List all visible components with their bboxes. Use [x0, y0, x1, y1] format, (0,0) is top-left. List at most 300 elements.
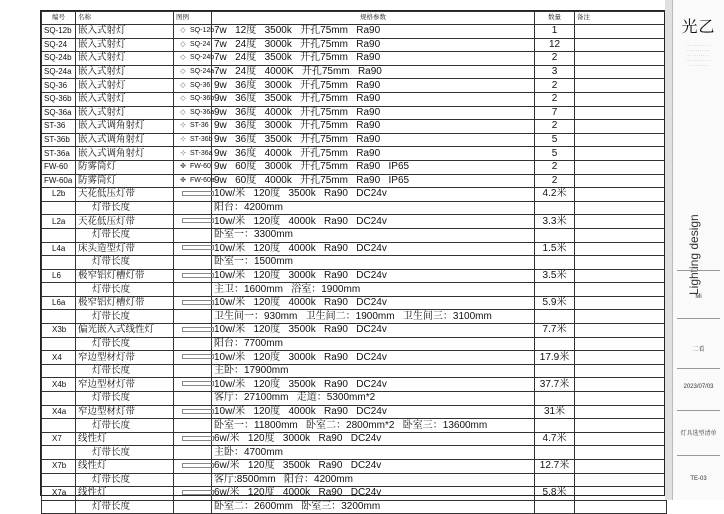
cell-name: 嵌入式射灯	[76, 92, 174, 106]
table-row	[42, 120, 667, 134]
cell-spec: 阳台：4200mm	[212, 201, 535, 215]
cell-qty: 4.7米	[535, 432, 575, 446]
divider	[677, 410, 720, 411]
cell-qty: 1	[535, 25, 575, 39]
cell-spec: 7w 24度 4000K 开孔75mm Ra90	[212, 65, 535, 79]
cell-note	[575, 106, 667, 120]
cell-qty: 37.7米	[535, 378, 575, 392]
cell-code: X4b	[42, 378, 76, 392]
cell-spec: 10w/米 120度 3000k Ra90 DC24v	[212, 269, 535, 283]
header-name: 名称	[76, 12, 174, 25]
led-strip-icon	[182, 436, 214, 441]
cell-name: 灯带长度	[76, 201, 174, 215]
cell-name: 灯带长度	[76, 337, 174, 351]
cell-qty	[535, 228, 575, 242]
cell-note	[575, 337, 667, 351]
cell-name: 灯带长度	[76, 283, 174, 297]
cell-legend	[174, 106, 215, 120]
cell-note	[575, 133, 667, 147]
cell-name: 线性灯	[76, 487, 174, 501]
cell-qty: 2	[535, 174, 575, 188]
cell-note	[575, 269, 667, 283]
cell-qty: 3.5米	[535, 269, 575, 283]
cell-spec: 卧室一：3300mm	[212, 228, 535, 242]
cell-qty	[535, 419, 575, 433]
cell-code: L4a	[42, 242, 76, 256]
cell-legend	[174, 296, 212, 310]
cell-note	[575, 160, 667, 174]
cell-spec: 9w 36度 3500k 开孔75mm Ra90	[212, 92, 535, 106]
cell-code: X4	[42, 351, 76, 365]
version-value: 二看	[692, 347, 705, 353]
cell-code: L6a	[42, 296, 76, 310]
cell-code: X4a	[42, 405, 76, 419]
cell-code	[42, 446, 76, 460]
cell-legend	[174, 500, 212, 514]
cell-name: 灯带长度	[76, 364, 174, 378]
downlight-icon: ◇	[180, 54, 186, 62]
cell-spec: 卧室一：1500mm	[212, 256, 535, 270]
cell-legend	[174, 25, 215, 39]
legend-label: SQ-24b	[190, 54, 215, 62]
table-row-length	[42, 500, 667, 514]
cell-legend	[174, 283, 212, 297]
cell-qty	[535, 310, 575, 324]
header-note: 备注	[575, 12, 667, 25]
cell-spec: 7w 12度 3500k 开孔75mm Ra90	[212, 25, 535, 39]
cell-legend	[174, 188, 212, 202]
cell-code	[42, 228, 76, 242]
downlight-icon: ✤	[180, 176, 186, 184]
cell-code: SQ-24	[42, 38, 76, 52]
cell-qty	[535, 256, 575, 270]
divider	[677, 455, 720, 456]
table-row	[42, 242, 667, 256]
cell-spec: 6w/米 120度 4000k Ra90 DC24v	[212, 487, 535, 501]
legend-label: ST-36a	[190, 149, 213, 157]
cell-qty: 3	[535, 65, 575, 79]
cell-qty: 1.5米	[535, 242, 575, 256]
cell-spec: 10w/米 120度 4000k Ra90 DC24v	[212, 405, 535, 419]
cell-spec: 10w/米 120度 4000k Ra90 DC24v	[212, 215, 535, 229]
cell-qty	[535, 446, 575, 460]
led-strip-icon	[182, 245, 214, 250]
cell-note	[575, 473, 667, 487]
cell-name: 极窄铝灯槽灯带	[76, 296, 174, 310]
cell-spec: 主卧：4700mm	[212, 446, 535, 460]
legend-label: FW-60	[190, 163, 211, 171]
cell-note	[575, 351, 667, 365]
divider	[677, 318, 720, 319]
cell-code: X7a	[42, 487, 76, 501]
cell-name: 灯带长度	[76, 446, 174, 460]
cell-name: 嵌入式射灯	[76, 65, 174, 79]
cell-note	[575, 79, 667, 93]
cell-spec: 卫生间一：930mm 卫生间二：1900mm 卫生间三：3100mm	[212, 310, 535, 324]
cell-spec: 6w/米 120度 3000k Ra90 DC24v	[212, 432, 535, 446]
cell-code	[42, 500, 76, 514]
led-strip-icon	[182, 327, 214, 332]
cell-legend	[174, 324, 212, 338]
cell-spec: 9w 36度 3500k 开孔75mm Ra90	[212, 133, 535, 147]
cell-spec: 客厅：27100mm 走道：5300mm*2	[212, 392, 535, 406]
table-row-length	[42, 310, 667, 324]
cell-name: 灯带长度	[76, 392, 174, 406]
table-row-length	[42, 337, 667, 351]
cell-legend	[174, 215, 212, 229]
cell-spec: 9w 36度 4000k 开孔75mm Ra90	[212, 147, 535, 161]
cell-qty: 17.9米	[535, 351, 575, 365]
cell-legend	[174, 405, 212, 419]
cell-code: ST-36b	[42, 133, 76, 147]
cell-note	[575, 364, 667, 378]
cell-code	[42, 310, 76, 324]
table-row-length	[42, 228, 667, 242]
cell-code	[42, 256, 76, 270]
divider	[677, 270, 720, 271]
cell-name: 天花低压灯带	[76, 188, 174, 202]
downlight-icon: ⊹	[180, 149, 186, 157]
cell-name: 防雾筒灯	[76, 160, 174, 174]
cell-spec: 9w 36度 4000k 开孔75mm Ra90	[212, 106, 535, 120]
cell-code: SQ-36	[42, 79, 76, 93]
cell-qty	[535, 364, 575, 378]
table-row	[42, 52, 667, 66]
cell-qty: 3.3米	[535, 215, 575, 229]
cell-spec: 10w/米 120度 3500k Ra90 DC24v	[212, 324, 535, 338]
legend-label: FW-60a	[190, 176, 215, 184]
designer-value: Mi	[695, 294, 702, 300]
cell-name: 线性灯	[76, 432, 174, 446]
cell-qty	[535, 392, 575, 406]
sheet-number-value: TE-03	[690, 476, 707, 482]
cell-note	[575, 228, 667, 242]
table-row	[42, 188, 667, 202]
downlight-icon: ⊹	[180, 122, 186, 130]
cell-name: 极窄铝灯槽灯带	[76, 269, 174, 283]
cell-legend	[174, 432, 212, 446]
cell-note	[575, 242, 667, 256]
cell-legend	[174, 337, 212, 351]
cell-qty: 7	[535, 106, 575, 120]
legend-label: SQ-24	[190, 40, 211, 48]
table-row	[42, 106, 667, 120]
cell-name: 天花低压灯带	[76, 215, 174, 229]
legend-label: SQ-36	[190, 81, 211, 89]
cell-spec: 主卫：1600mm 浴室：1900mm	[212, 283, 535, 297]
header-icon: 图例	[174, 12, 212, 25]
led-strip-icon	[182, 191, 214, 196]
brand-logo: 光乙	[681, 19, 716, 36]
cell-legend	[174, 79, 212, 93]
table-row	[42, 215, 667, 229]
table-row-length	[42, 256, 667, 270]
header-qty: 数量	[535, 12, 575, 25]
legend-label: SQ-36a	[190, 108, 215, 116]
table-header-row	[42, 12, 667, 25]
cell-legend	[174, 460, 212, 474]
cell-qty	[535, 473, 575, 487]
led-strip-icon	[182, 409, 214, 414]
table-row	[42, 133, 667, 147]
lighting-schedule-table	[41, 11, 667, 514]
cell-legend	[174, 174, 215, 188]
table-row-length	[42, 364, 667, 378]
table-row-length	[42, 283, 667, 297]
legend-label: ST-36b	[190, 136, 213, 144]
cell-code	[42, 392, 76, 406]
cell-name: 灯带长度	[76, 256, 174, 270]
header-spec: 规格参数	[212, 12, 535, 25]
cell-note	[575, 38, 667, 52]
table-row-length	[42, 446, 667, 460]
table-row	[42, 38, 667, 52]
cell-name: 窄边型材灯带	[76, 378, 174, 392]
cell-name: 灯带长度	[76, 310, 174, 324]
downlight-icon: ◇	[180, 27, 186, 35]
cell-legend	[174, 446, 212, 460]
cell-note	[575, 296, 667, 310]
cell-code	[42, 337, 76, 351]
cell-qty: 2	[535, 92, 575, 106]
table-row-length	[42, 201, 667, 215]
cell-code: FW-60	[42, 160, 76, 174]
cell-spec: 9w 36度 3000k 开孔75mm Ra90	[212, 79, 535, 93]
cell-qty	[535, 283, 575, 297]
cell-note	[575, 405, 667, 419]
cell-spec: 10w/米 120度 4000k Ra90 DC24v	[212, 296, 535, 310]
schedule-sheet	[40, 10, 665, 513]
cell-name: 嵌入式射灯	[76, 79, 174, 93]
cell-note	[575, 120, 667, 134]
cell-qty: 2	[535, 120, 575, 134]
cell-spec: 阳台：7700mm	[212, 337, 535, 351]
cell-qty	[535, 337, 575, 351]
cell-legend	[174, 160, 212, 174]
cell-code: FW-60a	[42, 174, 76, 188]
cell-note	[575, 487, 667, 501]
cell-name: 灯带长度	[76, 419, 174, 433]
cell-legend	[174, 419, 212, 433]
cell-note	[575, 147, 667, 161]
title-block	[672, 0, 724, 500]
brand-fine-print: · · · · · · · · · · · · · · · · · · · · · · · · · · · · · · · · · · · · · · · · · · · · · · · · · · · · · ·	[686, 44, 711, 68]
downlight-icon: ✤	[180, 163, 186, 171]
cell-legend	[174, 65, 215, 79]
led-strip-icon	[182, 354, 214, 359]
cell-name: 窄边型材灯带	[76, 351, 174, 365]
cell-qty: 5	[535, 133, 575, 147]
cell-code: SQ-12b	[42, 25, 76, 39]
table-row	[42, 174, 667, 188]
cell-code	[42, 473, 76, 487]
cell-qty: 2	[535, 52, 575, 66]
led-strip-icon	[182, 273, 214, 278]
cell-name: 窄边型材灯带	[76, 405, 174, 419]
led-strip-icon	[182, 218, 214, 223]
cell-spec: 10w/米 120度 3500k Ra90 DC24v	[212, 188, 535, 202]
cell-code: SQ-36b	[42, 92, 76, 106]
cell-note	[575, 65, 667, 79]
cell-legend	[174, 269, 212, 283]
sidebar-title: Lighting design	[687, 214, 701, 295]
cell-name: 线性灯	[76, 460, 174, 474]
cell-note	[575, 432, 667, 446]
cell-qty: 2	[535, 79, 575, 93]
table-row-length	[42, 419, 667, 433]
cell-note	[575, 283, 667, 297]
cell-spec: 客厅:8500mm 阳台：4200mm	[212, 473, 535, 487]
cell-qty: 2	[535, 160, 575, 174]
table-row	[42, 25, 667, 39]
led-strip-icon	[182, 300, 214, 305]
downlight-icon: ◇	[180, 81, 186, 89]
led-strip-icon	[182, 381, 214, 386]
cell-note	[575, 324, 667, 338]
downlight-icon: ◇	[180, 95, 186, 103]
cell-qty: 4.2米	[535, 188, 575, 202]
cell-legend	[174, 242, 212, 256]
table-row	[42, 432, 667, 446]
cell-qty: 12.7米	[535, 460, 575, 474]
cell-note	[575, 446, 667, 460]
cell-legend	[174, 133, 212, 147]
cell-code: L2a	[42, 215, 76, 229]
header-code: 编号	[42, 12, 76, 25]
cell-spec: 10w/米 120度 3000k Ra90 DC24v	[212, 351, 535, 365]
table-row	[42, 405, 667, 419]
divider	[677, 368, 720, 369]
cell-note	[575, 310, 667, 324]
cell-qty: 7.7米	[535, 324, 575, 338]
sheet-title-value: 灯具选型清单	[680, 431, 717, 437]
cell-name: 灯带长度	[76, 500, 174, 514]
cell-name: 嵌入式调角射灯	[76, 120, 174, 134]
cell-name: 防雾筒灯	[76, 174, 174, 188]
date-value: 2023/07/03	[683, 384, 714, 390]
cell-spec: 9w 36度 3000k 开孔75mm Ra90	[212, 120, 535, 134]
cell-code	[42, 283, 76, 297]
legend-label: ST-36	[190, 122, 209, 130]
cell-spec: 10w/米 120度 3500k Ra90 DC24v	[212, 378, 535, 392]
cell-code: ST-36a	[42, 147, 76, 161]
legend-label: SQ-36b	[190, 95, 215, 103]
cell-note	[575, 25, 667, 39]
cell-spec: 卧室二：2600mm 卧室三：3200mm	[212, 500, 535, 514]
cell-note	[575, 201, 667, 215]
cell-legend	[174, 38, 212, 52]
downlight-icon: ◇	[180, 108, 186, 116]
cell-note	[575, 174, 667, 188]
cell-name: 嵌入式射灯	[76, 25, 174, 39]
cell-legend	[174, 378, 212, 392]
cell-code: ST-36	[42, 120, 76, 134]
table-row	[42, 351, 667, 365]
cell-name: 嵌入式射灯	[76, 106, 174, 120]
cell-name: 灯带长度	[76, 228, 174, 242]
downlight-icon: ◇	[180, 40, 186, 48]
cell-code: SQ-24a	[42, 65, 76, 79]
cell-note	[575, 500, 667, 514]
table-row	[42, 487, 667, 501]
cell-spec: 10w/米 120度 4000k Ra90 DC24v	[212, 242, 535, 256]
cell-code	[42, 364, 76, 378]
cell-name: 嵌入式射灯	[76, 52, 174, 66]
cell-spec: 9w 60度 4000k 开孔75mm Ra90 IP65	[212, 174, 535, 188]
cell-code: SQ-24b	[42, 52, 76, 66]
cell-legend	[174, 147, 212, 161]
cell-spec: 7w 24度 3000k 开孔75mm Ra90	[212, 38, 535, 52]
cell-code	[42, 201, 76, 215]
led-strip-icon	[182, 463, 214, 468]
cell-legend	[174, 364, 212, 378]
led-strip-icon	[182, 490, 214, 495]
cell-code: L6	[42, 269, 76, 283]
cell-qty: 31米	[535, 405, 575, 419]
cell-note	[575, 392, 667, 406]
cell-spec: 6w/米 120度 3500k Ra90 DC24v	[212, 460, 535, 474]
downlight-icon: ⊹	[180, 136, 186, 144]
cell-legend	[174, 52, 215, 66]
cell-spec: 主卧：17900mm	[212, 364, 535, 378]
table-row	[42, 324, 667, 338]
cell-legend	[174, 201, 212, 215]
cell-legend	[174, 473, 212, 487]
cell-qty: 5	[535, 147, 575, 161]
cell-qty	[535, 500, 575, 514]
cell-legend	[174, 392, 212, 406]
cell-note	[575, 460, 667, 474]
cell-name: 嵌入式调角射灯	[76, 133, 174, 147]
cell-code: X3b	[42, 324, 76, 338]
table-row	[42, 296, 667, 310]
cell-note	[575, 188, 667, 202]
cell-name: 偏光嵌入式线性灯	[76, 324, 174, 338]
cell-legend	[174, 228, 212, 242]
table-row	[42, 79, 667, 93]
cell-note	[575, 52, 667, 66]
cell-name: 嵌入式射灯	[76, 38, 174, 52]
cell-note	[575, 92, 667, 106]
table-row	[42, 160, 667, 174]
cell-note	[575, 419, 667, 433]
cell-qty: 5.9米	[535, 296, 575, 310]
table-row	[42, 269, 667, 283]
table-row-length	[42, 392, 667, 406]
cell-legend	[174, 351, 212, 365]
cell-note	[575, 378, 667, 392]
cell-legend	[174, 120, 212, 134]
cell-spec: 7w 24度 3500k 开孔75mm Ra90	[212, 52, 535, 66]
cell-spec: 9w 60度 3000k 开孔75mm Ra90 IP65	[212, 160, 535, 174]
cell-code	[42, 419, 76, 433]
cell-code: X7b	[42, 460, 76, 474]
table-row	[42, 92, 667, 106]
cell-name: 嵌入式调角射灯	[76, 147, 174, 161]
legend-label: SQ-12b	[190, 27, 215, 35]
cell-code: X7	[42, 432, 76, 446]
cell-spec: 卧室一：11800mm 卧室二：2800mm*2 卧室三：13600mm	[212, 419, 535, 433]
legend-label: SQ-24a	[190, 68, 215, 76]
cell-code: L2b	[42, 188, 76, 202]
table-row	[42, 378, 667, 392]
cell-code: SQ-36a	[42, 106, 76, 120]
table-row	[42, 65, 667, 79]
cell-note	[575, 256, 667, 270]
cell-legend	[174, 256, 212, 270]
table-row-length	[42, 473, 667, 487]
cell-name: 灯带长度	[76, 473, 174, 487]
